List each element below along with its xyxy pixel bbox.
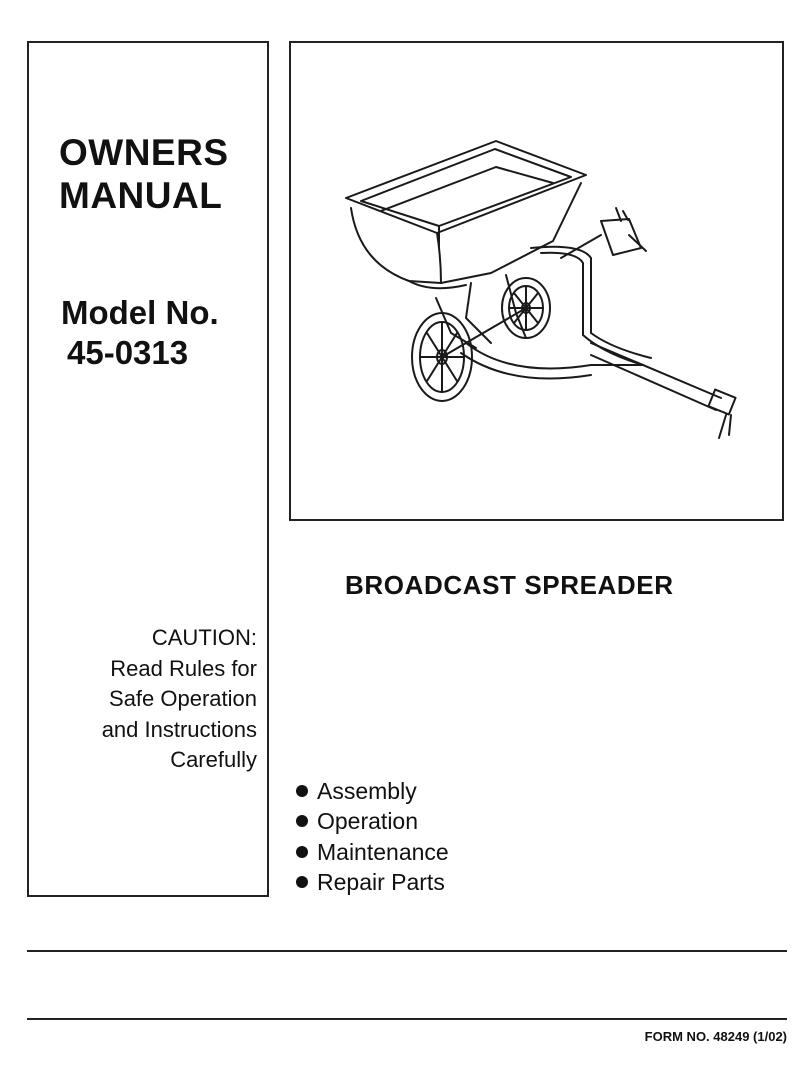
list-item: [296, 837, 449, 867]
caution-line: and Instructions: [101, 716, 257, 742]
model-number: 45-0313: [67, 334, 189, 371]
feature-label: Operation: [317, 808, 419, 835]
form-number: FORM NO. 48249 (1/02): [644, 1029, 787, 1044]
caution-heading: CAUTION:: [151, 625, 257, 650]
feature-label: Maintenance: [317, 838, 449, 865]
product-illustration-frame: [289, 41, 784, 521]
caution-notice: [102, 623, 257, 776]
title-line-manual: MANUAL: [59, 175, 223, 216]
spreader-illustration: [291, 43, 782, 519]
manual-title: [59, 131, 229, 217]
list-item: [296, 806, 449, 836]
bullet-icon: [296, 846, 308, 858]
list-item: [296, 867, 449, 897]
caution-line: Read Rules for: [110, 655, 257, 681]
feature-label: Assembly: [317, 778, 417, 804]
divider-rule: [27, 950, 787, 952]
caution-line: Carefully: [170, 747, 257, 772]
bullet-icon: [296, 876, 308, 888]
product-title: BROADCAST SPREADER: [345, 570, 674, 600]
title-line-owners: OWNERS: [59, 132, 229, 173]
feature-label: Repair Parts: [317, 868, 445, 895]
model-block: [61, 293, 219, 373]
model-label: Model No.: [61, 294, 219, 331]
feature-list: [296, 776, 449, 897]
left-panel: [27, 41, 269, 897]
divider-rule: [27, 1018, 787, 1020]
bullet-icon: [296, 815, 308, 827]
caution-line: Safe Operation: [109, 686, 257, 711]
list-item: [296, 776, 449, 806]
bullet-icon: [296, 785, 308, 797]
